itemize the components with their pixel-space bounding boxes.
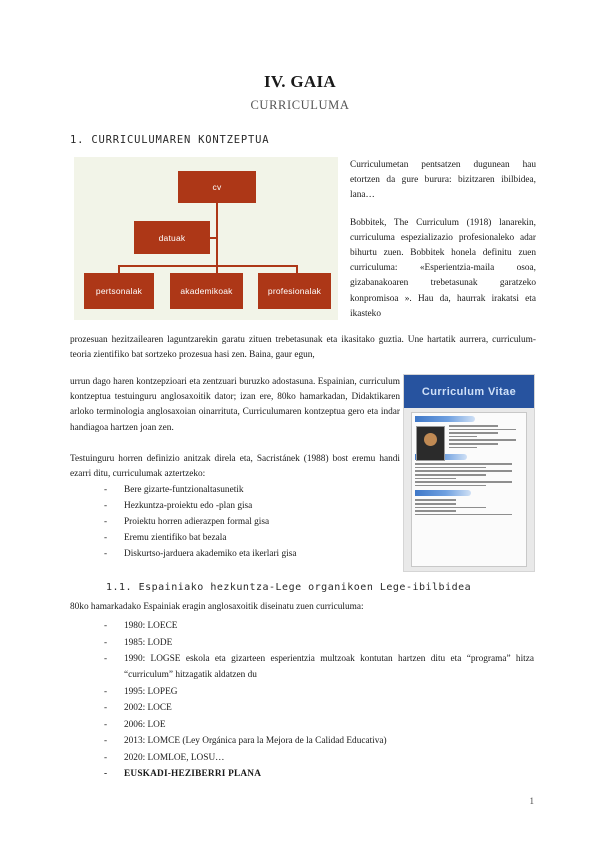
list-item-label: 1985: LODE (124, 637, 173, 648)
diagram-node-akademikoak: akademikoak (170, 273, 243, 309)
list-item (104, 651, 534, 683)
list-item (104, 700, 534, 716)
cv-text-line (415, 470, 512, 472)
cv-text-line (415, 503, 456, 505)
diagram-connector-horizontal-bus (118, 265, 298, 267)
cv-text-line (449, 429, 516, 431)
list-item-label: Bere gizarte-funtzionaltasunetik (124, 485, 244, 495)
bullet-marker: - (104, 637, 108, 648)
cv-skills-block (415, 490, 523, 515)
cv-text-line (415, 463, 512, 465)
bullet-marker: - (104, 485, 108, 495)
bullet-marker: - (104, 703, 108, 713)
intro-paragraphs-column (350, 158, 536, 334)
list-item (104, 498, 404, 514)
bullet-marker: - (104, 549, 108, 559)
cv-portrait-photo (416, 426, 445, 461)
list-item (104, 482, 404, 498)
page-subtitle: CURRICULUMA (250, 98, 350, 112)
list-item (104, 684, 534, 700)
bullet-marker: - (104, 501, 108, 511)
cv-text-line (449, 443, 498, 445)
cv-text-line (415, 474, 486, 476)
bullet-marker: - (104, 719, 108, 730)
cv-text-line (449, 432, 498, 434)
bullet-marker: - (104, 736, 108, 746)
cv-text-line (415, 481, 512, 483)
list-item-label: Diskurtso-jarduera akademiko eta ikerlari gisa (124, 549, 297, 559)
cv-text-line (415, 507, 486, 509)
list-item (104, 618, 534, 634)
cv-personal-lines (449, 425, 523, 450)
cv-hierarchy-diagram (74, 157, 338, 320)
cv-section-bar-skills (415, 490, 471, 496)
bullet-marker: - (104, 686, 108, 697)
list-item-label: Eremu zientifiko bat bezala (124, 533, 227, 543)
bullet-marker: - (104, 752, 108, 763)
list-item (104, 766, 534, 782)
diagram-node-cv: cv (178, 171, 256, 203)
curriculum-vitae-image (403, 374, 535, 572)
cv-text-line (449, 425, 498, 427)
paragraph-sacristan-intro: Testuinguru horren definizio anitzak direla eta, Sacristánek (1988) bost eremu handi ezarri ditu, curriculumak aztertzeko: (70, 454, 400, 480)
paragraph-continuation: prozesuan hezitzailearen laguntzarekin garatu zituen trebetasunak eta ikasitako guztia. Une hartatik aurrera, curriculum-teoria zientifiko bat sortzeko prozesua hasi zen. Baina, gaur egun, (70, 335, 536, 361)
list-item (104, 733, 534, 749)
paragraph-bobbit: Bobbitek, The Curriculum (1918) lanarekin, curriculuma espezializazio profesionaleko adar bihurtu zuen. Bobbitek honela definitu zuen curriculuma: «Esperientzia-maila osoa, gizabanakoaren trebetasunak garatzeko konpromisoa ». Hau da, haurrak irakatsi eta ikasteko (350, 217, 536, 319)
list-item (104, 635, 534, 651)
list-item-label: EUSKADI-HEZIBERRI PLANA (124, 769, 262, 779)
list-item-label: Proiektu horren adierazpen formal gisa (124, 517, 270, 527)
list-item (104, 717, 534, 733)
section-heading-1: 1. CURRICULUMAREN KONTZEPTUA (70, 134, 270, 146)
list-item (104, 546, 404, 562)
cv-image-header-title: Curriculum Vitae (404, 375, 534, 408)
cv-image-sheet (411, 412, 527, 567)
cv-image-body (404, 408, 534, 571)
list-item-label: 2006: LOE (124, 719, 166, 730)
list-item (104, 514, 404, 530)
diagram-connector-datuak (210, 237, 218, 239)
list-item-label: 1990: LOGSE eskola eta gizarteen esperientzia multzoak kontutan hartzen ditu eta “programa” hitza “curriculum” hitzagatik aldatzen du (124, 654, 534, 680)
cv-text-line (415, 514, 512, 516)
cv-text-line (449, 447, 477, 449)
cv-section-bar-personal (415, 416, 475, 422)
bullet-marker: - (104, 517, 108, 527)
cv-text-line (415, 510, 456, 512)
list-item (104, 530, 404, 546)
list-item-label: 2002: LOCE (124, 703, 172, 713)
list-item-label: 1980: LOECE (124, 621, 178, 631)
cv-text-line (415, 499, 456, 501)
list-item (104, 750, 534, 766)
section-heading-1-1: 1.1. Espainiako hezkuntza-Lege organikoen Lege-ibilbidea (106, 582, 472, 593)
cv-text-line (415, 467, 486, 469)
laws-list (104, 618, 534, 783)
paragraph-intro-1: Curriculumetan pentsatzen dugunean hau etortzen da gure burura: bizitzaren ibilbidea, lana… (350, 160, 536, 201)
cv-text-line (415, 478, 456, 480)
cv-text-line (415, 485, 486, 487)
sacristan-list (104, 482, 404, 562)
bullet-marker: - (104, 621, 108, 631)
diagram-node-profesionalak: profesionalak (258, 273, 331, 309)
paragraph-espainian: urrun dago haren kontzepzioari eta zentzuari buruzko adostasuna. Espainian, curriculum kontzeptua testuinguru anglosaxoitik dator; izan ere, 80ko hamarkadan, Didaktikaren arloko terminologia anglosaxoian oinarrituta, Curriculumaren kontzeptua gero eta indar handiagoa hartzen joan zen. (70, 377, 400, 433)
paragraph-laws-intro: 80ko hamarkadako Espainiak eragin anglosaxoitik diseinatu zuen curriculuma: (70, 602, 364, 612)
diagram-node-pertsonalak: pertsonalak (84, 273, 154, 309)
list-item-label: 1995: LOPEG (124, 686, 178, 697)
diagram-node-datuak: datuak (134, 221, 210, 254)
cv-text-line (449, 439, 516, 441)
list-item-label: Hezkuntza-proiektu edo -plan gisa (124, 501, 253, 511)
bullet-marker: - (104, 654, 108, 664)
page-number: 1 (529, 796, 534, 806)
list-item-label: 2020: LOMLOE, LOSU… (124, 752, 225, 763)
cv-text-line (449, 436, 477, 438)
bullet-marker: - (104, 769, 108, 779)
list-item-label: 2013: LOMCE (Ley Orgánica para la Mejora de la Calidad Educativa) (124, 736, 387, 746)
bullet-marker: - (104, 533, 108, 543)
page-title: IV. GAIA (264, 72, 336, 91)
